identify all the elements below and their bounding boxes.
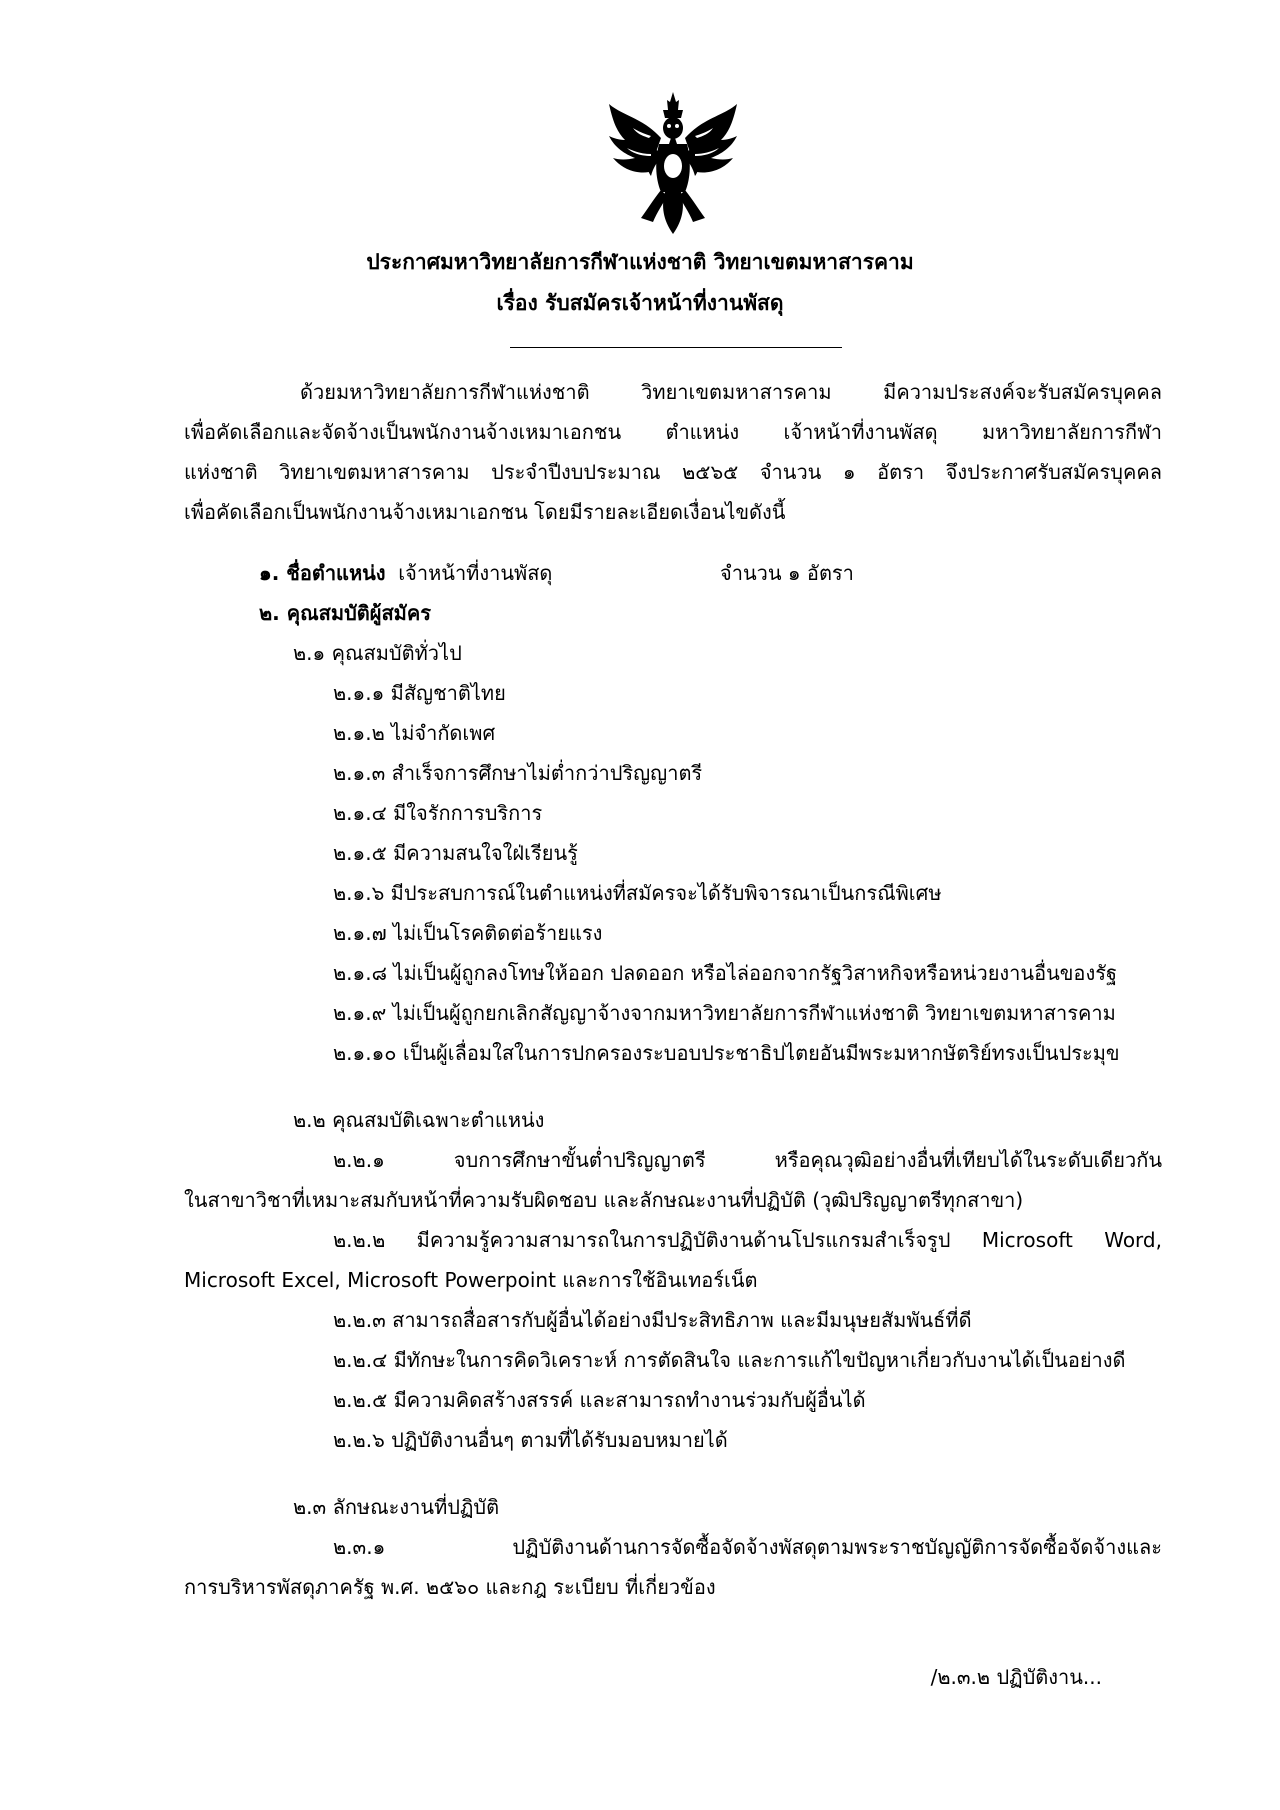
- page-continuation: /๒.๓.๒ ปฏิบัติงาน...: [930, 1665, 1102, 1689]
- intro-line: เพื่อคัดเลือกเป็นพนักงานจ้างเหมาเอกชน โดยมีรายละเอียดเงื่อนไขดังนี้: [184, 500, 786, 524]
- announcement-title: ประกาศมหาวิทยาลัยการกีฬาแห่งชาติ วิทยาเขตมหาสารคาม: [366, 250, 914, 274]
- list-item-continuation: การบริหารพัสดุภาครัฐ พ.ศ. ๒๕๖๐ และกฎ ระเบียบ ที่เกี่ยวข้อง: [184, 1575, 716, 1599]
- list-item: ๒.๒.๒ มีความรู้ความสามารถในการปฏิบัติงานด้านโปรแกรมสำเร็จรูป Microsoft Word,: [333, 1228, 1162, 1252]
- header-divider: [510, 347, 842, 348]
- intro-line: เพื่อคัดเลือกและจัดจ้างเป็นพนักงานจ้างเหมาเอกชน ตำแหน่ง เจ้าหน้าที่งานพัสดุ มหาวิทยาลัยการกีฬา: [184, 420, 1162, 444]
- list-item: ๒.๓.๑ ปฏิบัติงานด้านการจัดซื้อจัดจ้างพัสดุตามพระราชบัญญัติการจัดซื้อจัดจ้างและ: [333, 1535, 1162, 1559]
- list-item: ๒.๑.๙ ไม่เป็นผู้ถูกยกเลิกสัญญาจ้างจากมหาวิทยาลัยการกีฬาแห่งชาติ วิทยาเขตมหาสารคาม: [333, 1001, 1116, 1025]
- section1-heading: ๑. ชื่อตำแหน่ง: [259, 561, 386, 585]
- list-item: ๒.๒.๔ มีทักษะในการคิดวิเคราะห์ การตัดสินใจ และการแก้ไขปัญหาเกี่ยวกับงานได้เป็นอย่างดี: [333, 1348, 1126, 1372]
- intro-line: แห่งชาติ วิทยาเขตมหาสารคาม ประจำปีงบประมาณ ๒๕๖๕ จำนวน ๑ อัตรา จึงประกาศรับสมัครบุคคล: [184, 460, 1162, 484]
- list-item: ๒.๑.๗ ไม่เป็นโรคติดต่อร้ายแรง: [333, 921, 603, 945]
- section2-heading: ๒. คุณสมบัติผู้สมัคร: [259, 601, 431, 625]
- intro-line: ด้วยมหาวิทยาลัยการกีฬาแห่งชาติ วิทยาเขตมหาสารคาม มีความประสงค์จะรับสมัครบุคคล: [300, 380, 1162, 404]
- list-item: ๒.๑.๑ มีสัญชาติไทย: [333, 681, 506, 705]
- list-item: ๒.๑.๘ ไม่เป็นผู้ถูกลงโทษให้ออก ปลดออก หรือไล่ออกจากรัฐวิสาหกิจหรือหน่วยงานอื่นของรัฐ: [333, 961, 1117, 985]
- list-item: ๒.๑.๔ มีใจรักการบริการ: [333, 801, 543, 825]
- position-count: จำนวน ๑ อัตรา: [720, 561, 854, 585]
- specific-qualifications-title: ๒.๒ คุณสมบัติเฉพาะตำแหน่ง: [293, 1108, 545, 1132]
- list-item: ๒.๒.๖ ปฏิบัติงานอื่นๆ ตามที่ได้รับมอบหมายได้: [333, 1428, 728, 1452]
- list-item: ๒.๑.๓ สำเร็จการศึกษาไม่ต่ำกว่าปริญญาตรี: [333, 761, 703, 785]
- list-item: ๒.๑.๖ มีประสบการณ์ในตำแหน่งที่สมัครจะได้รับพิจารณาเป็นกรณีพิเศษ: [333, 881, 942, 905]
- list-item: ๒.๑.๕ มีความสนใจใฝ่เรียนรู้: [333, 841, 578, 865]
- list-item-continuation: ในสาขาวิชาที่เหมาะสมกับหน้าที่ความรับผิดชอบ และลักษณะงานที่ปฏิบัติ (วุฒิปริญญาตรีทุกสาขา): [184, 1188, 1024, 1212]
- garuda-emblem-icon: [603, 88, 743, 238]
- list-item: ๒.๑.๒ ไม่จำกัดเพศ: [333, 721, 496, 745]
- list-item: ๒.๒.๓ สามารถสื่อสารกับผู้อื่นได้อย่างมีประสิทธิภาพ และมีมนุษยสัมพันธ์ที่ดี: [333, 1308, 972, 1332]
- section1-row: [259, 558, 552, 588]
- list-item: ๒.๒.๑ จบการศึกษาขั้นต่ำปริญญาตรี หรือคุณวุฒิอย่างอื่นที่เทียบได้ในระดับเดียวกัน: [333, 1148, 1162, 1172]
- announcement-subject: เรื่อง รับสมัครเจ้าหน้าที่งานพัสดุ: [496, 291, 784, 315]
- general-qualifications-title: ๒.๑ คุณสมบัติทั่วไป: [293, 641, 462, 665]
- list-item: ๒.๑.๑๐ เป็นผู้เลื่อมใสในการปกครองระบอบประชาธิปไตยอันมีพระมหากษัตริย์ทรงเป็นประมุข: [333, 1041, 1120, 1065]
- list-item: ๒.๒.๕ มีความคิดสร้างสรรค์ และสามารถทำงานร่วมกับผู้อื่นได้: [333, 1388, 866, 1412]
- list-item-continuation: Microsoft Excel, Microsoft Powerpoint และการใช้อินเทอร์เน็ต: [184, 1268, 758, 1292]
- duties-title: ๒.๓ ลักษณะงานที่ปฏิบัติ: [293, 1495, 500, 1519]
- position-name: เจ้าหน้าที่งานพัสดุ: [398, 561, 553, 585]
